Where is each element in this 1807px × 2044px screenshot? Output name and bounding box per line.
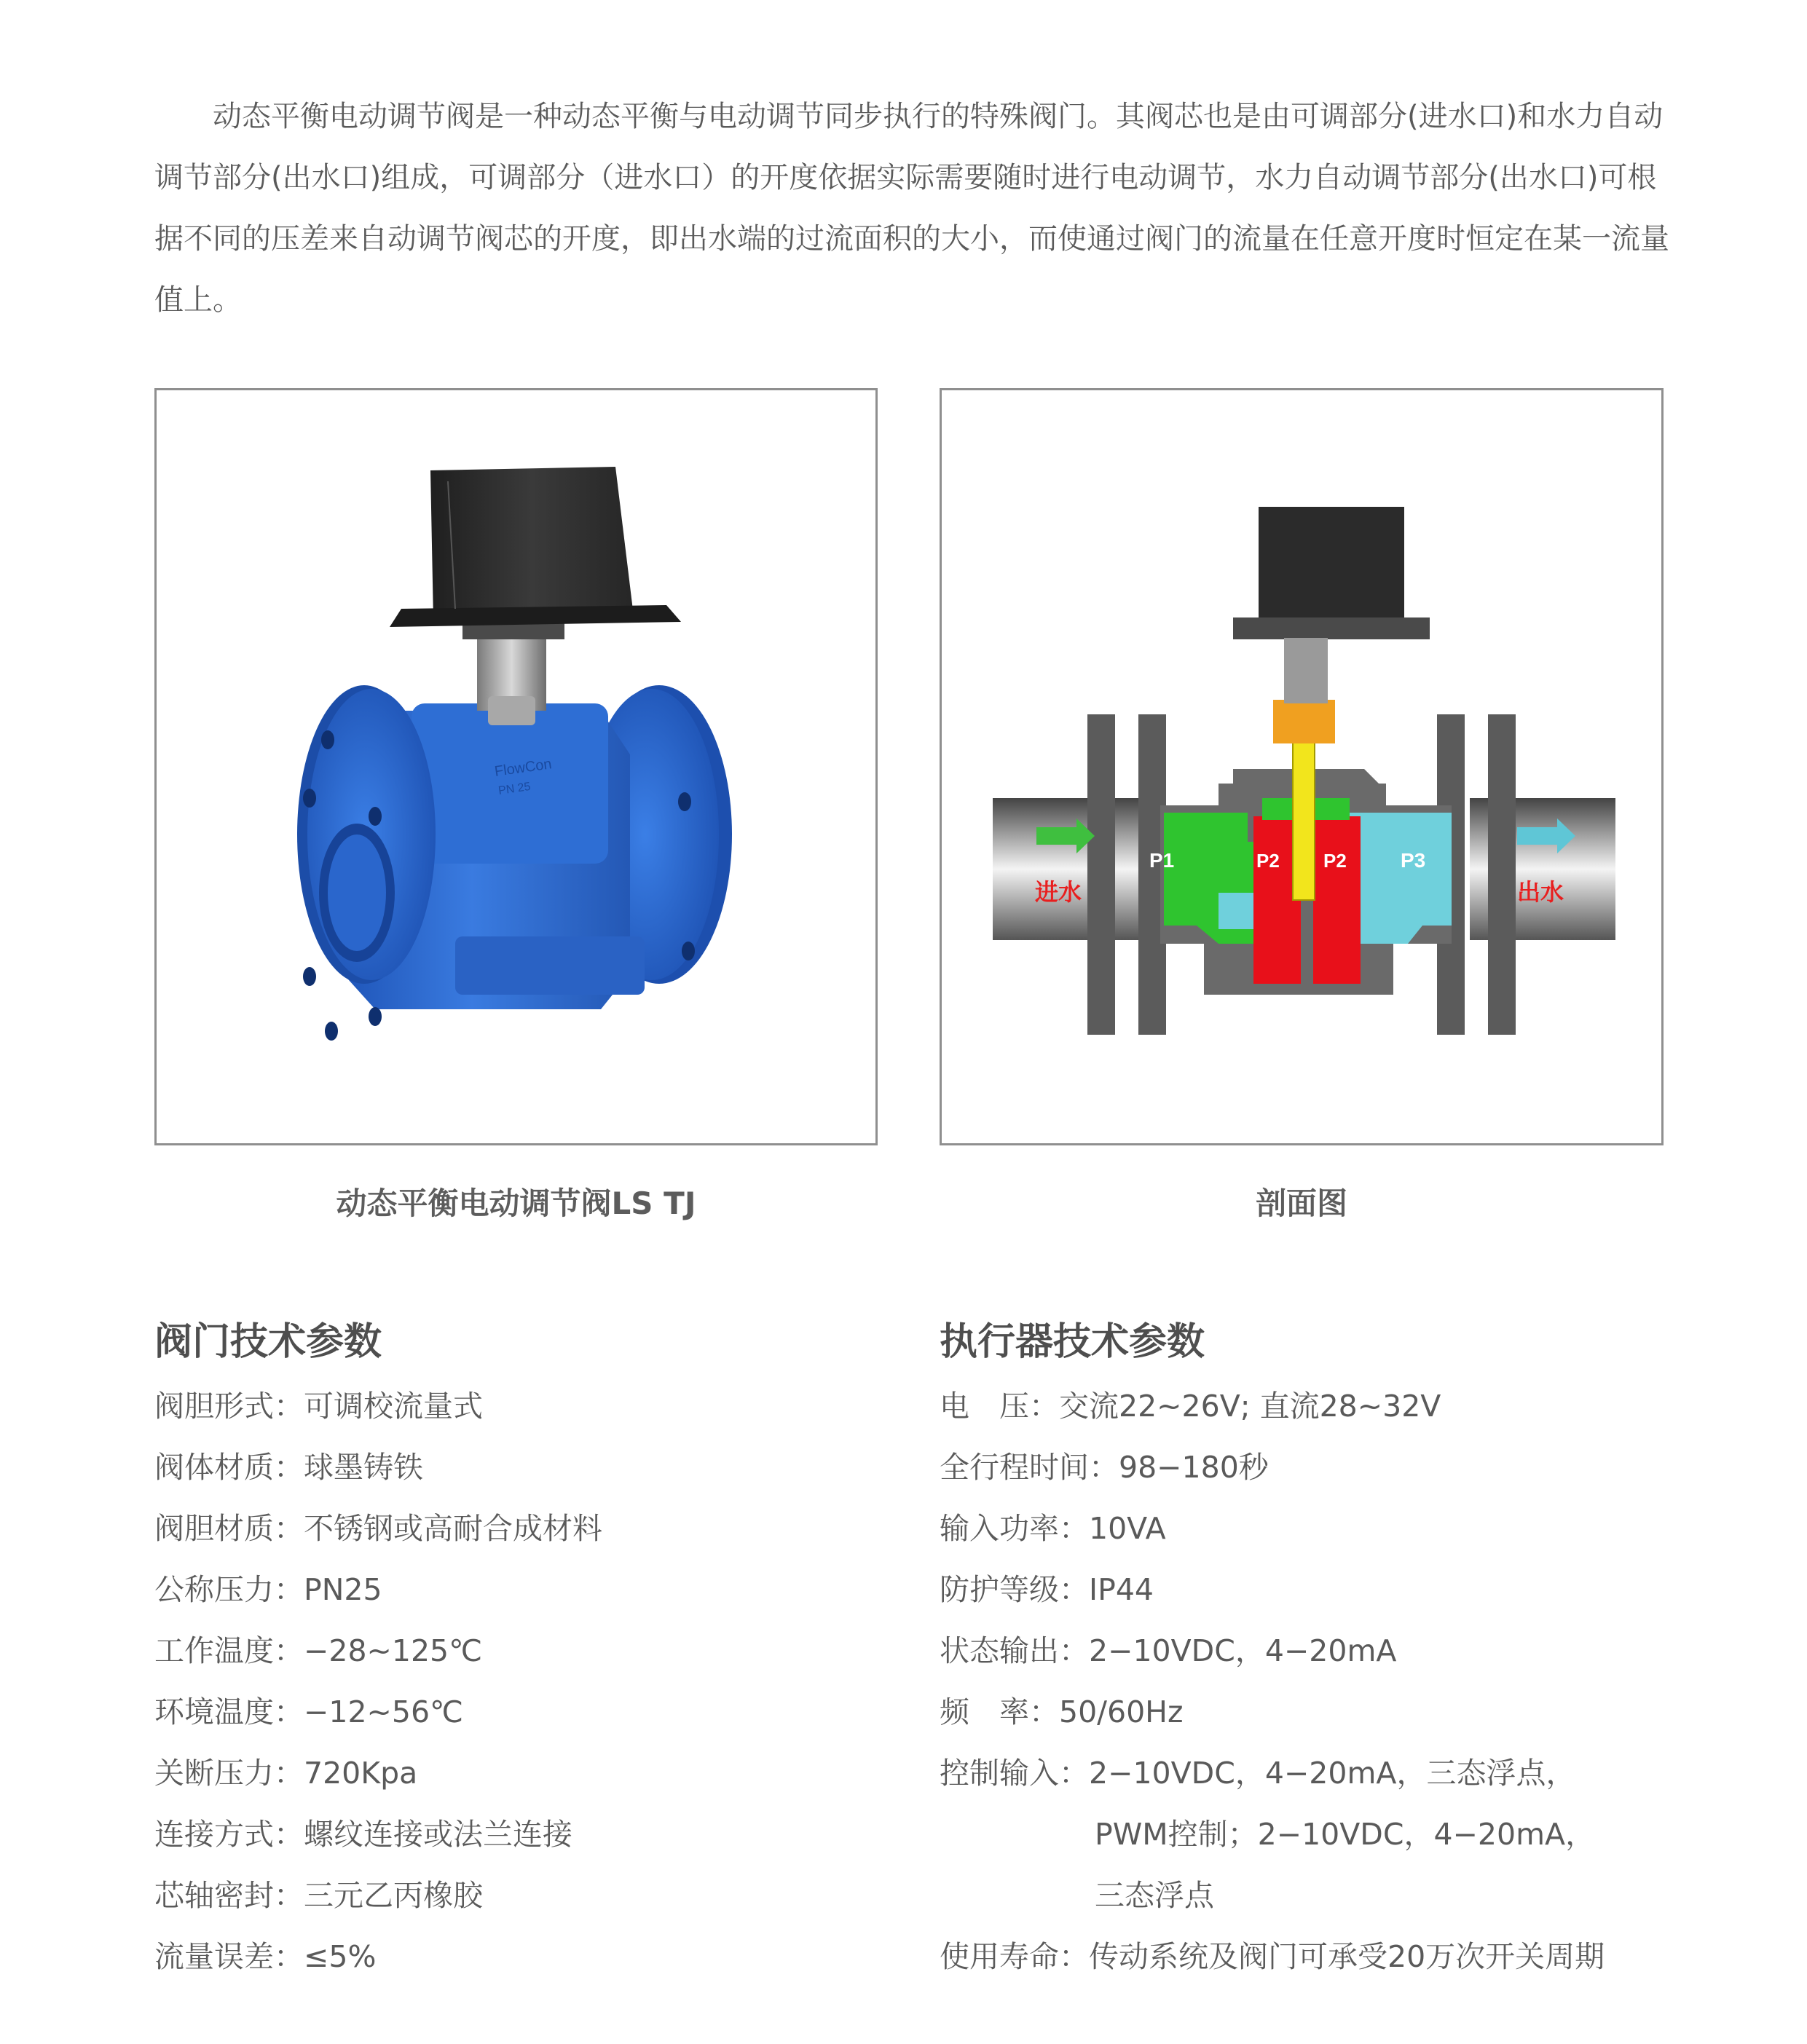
inlet-pipe — [993, 798, 1138, 940]
valve-spec-row: 阀胆材质：不锈钢或高耐合成材料 — [154, 1511, 602, 1546]
label-p1: P1 — [1149, 849, 1175, 872]
actuator-spec-row: 电 压：交流22~26V; 直流28~32V — [940, 1389, 1441, 1424]
valve-spec-row: 阀胆形式：可调校流量式 — [154, 1389, 483, 1424]
actuator-box — [430, 467, 634, 620]
valve-spec-row: 流量误差：≤5% — [154, 1939, 377, 1974]
p3-zone — [1350, 813, 1452, 944]
valve-spec-row: 连接方式：螺纹连接或法兰连接 — [154, 1817, 572, 1852]
valve-spec-row: 工作温度：−28~125℃ — [154, 1633, 483, 1668]
intro-text: 动态平衡电动调节阀是一种动态平衡与电动调节同步执行的特殊阀门。其阀芯也是由可调部分(进水口)和水力自动调节部分(出水口)组成，可调部分（进水口）的开度依据实际需要随时进行电动调节，水力自动调节部分(出水口)可根据不同的压差来自动调节阀芯的开度，即出水端的过流面积的大小，而使通过阀门的流量在任意开度时恒定在某一流量值上。 — [154, 100, 1669, 317]
intro-paragraph — [154, 86, 1669, 331]
actuator-spec-row: 控制输入：2−10VDC，4−20mA，三态浮点， — [940, 1756, 1576, 1791]
body-pn-text: PN 25 — [497, 780, 532, 797]
actuator-spec-continuation: PWM控制；2−10VDC，4−20mA， — [1095, 1817, 1596, 1852]
actuator-spec-row: 使用寿命：传动系统及阀门可承受20万次开关周期 — [940, 1939, 1605, 1974]
actuator-spec-row: 防护等级：IP44 — [940, 1572, 1154, 1607]
actuator-spec-row: 输入功率：10VA — [940, 1511, 1166, 1546]
valve-spec-row: 关断压力：720Kpa — [154, 1756, 418, 1791]
actuator-spec-continuation: 三态浮点 — [1095, 1878, 1214, 1913]
section-actuator — [1259, 507, 1404, 620]
section-caption: 剖面图 — [1255, 1185, 1347, 1221]
valve-spec-row: 芯轴密封：三元乙丙橡胶 — [154, 1878, 483, 1913]
label-outlet: 出水 — [1517, 879, 1564, 905]
actuator-specs-title: 执行器技术参数 — [940, 1320, 1205, 1364]
product-image-frame — [154, 388, 878, 1145]
section-image-frame — [940, 388, 1664, 1145]
p2-zone-right — [1313, 816, 1361, 984]
body-brand-text: FlowCon — [493, 756, 553, 780]
valve-section-diagram — [942, 390, 1661, 1143]
valve-spec-row: 公称压力：PN25 — [154, 1572, 382, 1607]
valve-spec-row: 阀体材质：球墨铸铁 — [154, 1450, 423, 1485]
label-p3: P3 — [1401, 849, 1426, 872]
valve-spec-row: 环境温度：−12~56℃ — [154, 1694, 464, 1729]
valve-specs-title: 阀门技术参数 — [154, 1320, 382, 1364]
label-inlet: 进水 — [1035, 879, 1082, 905]
actuator-spec-row: 全行程时间：98−180秒 — [940, 1450, 1269, 1485]
label-p2-right: P2 — [1323, 850, 1347, 872]
label-p2-left: P2 — [1256, 850, 1280, 872]
product-caption: 动态平衡电动调节阀LS TJ — [336, 1185, 696, 1221]
actuator-spec-row: 状态输出：2−10VDC，4−20mA — [940, 1633, 1397, 1668]
actuator-spec-row: 频 率：50/60Hz — [940, 1694, 1184, 1729]
valve-product-illustration — [157, 390, 875, 1143]
